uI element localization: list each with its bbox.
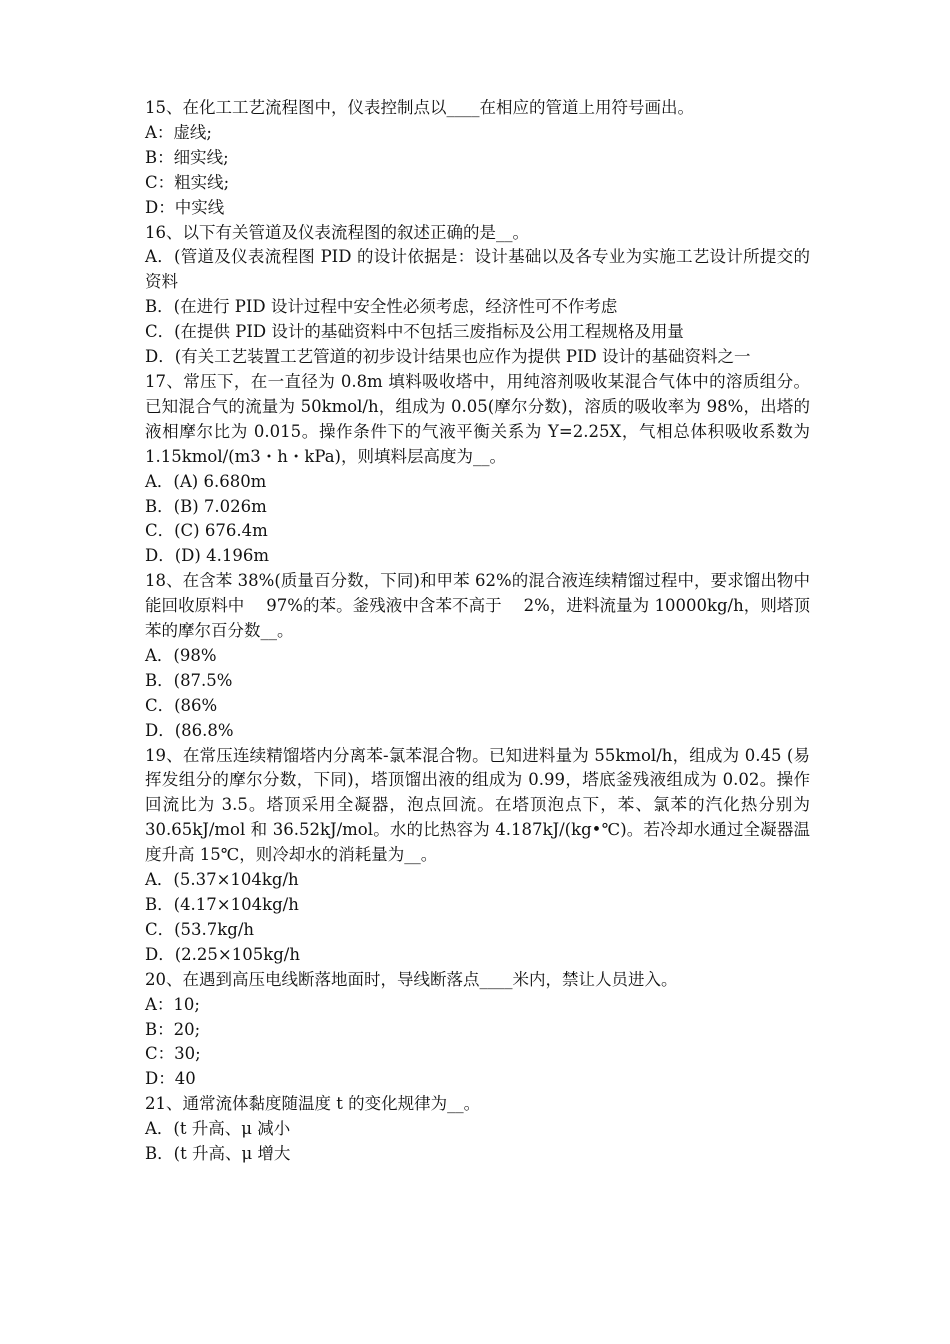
option-a: A．(98% [145,645,217,665]
option-b: B．(B) 7.026m [145,496,267,516]
question-17 [145,370,810,569]
question-21 [145,1092,810,1167]
option-b: B．(87.5% [145,670,233,690]
option-d: D：中实线 [145,197,225,217]
option-c: C．(86% [145,695,218,715]
option-b: B．(t 升高、μ 增大 [145,1144,291,1164]
option-a: A．(t 升高、μ 减小 [145,1119,291,1139]
option-d: D．(D) 4.196m [145,546,269,566]
question-16 [145,221,810,370]
question-19 [145,744,810,968]
document-page [145,96,810,1167]
option-a: A：虚线; [145,122,212,142]
question-stem: 17、常压下，在一直径为 0.8m 填料吸收塔中，用纯溶剂吸收某混合气体中的溶质组分。已知混合气的流量为 50kmol/h，组成为 0.05(摩尔分数)，溶质的吸收率为 98%，出塔的液相摩尔比为 0.015。操作条件下的气液平衡关系为 Y=2.25X，气相总体积吸收系数为 1.15kmol/(m3・h・kPa)，则填料层高度为__。 [145,371,810,466]
question-stem: 21、通常流体黏度随温度 t 的变化规律为__。 [145,1094,481,1114]
question-20 [145,968,810,1093]
option-a: A．(A) 6.680m [145,471,267,491]
option-c: C：粗实线; [145,172,230,192]
option-a: A：10; [145,994,200,1014]
question-stem: 19、在常压连续精馏塔内分离苯-氯苯混合物。已知进料量为 55kmol/h，组成为 0.45 (易挥发组分的摩尔分数，下同)，塔顶馏出液的组成为 0.99，塔底釜残液组成为 0.02。操作回流比为 3.5。塔顶采用全凝器，泡点回流。在塔顶泡点下，苯、氯苯的汽化热分别为 30.65kJ/mol 和 36.52kJ/mol。水的比热容为 4.187kJ/(kg•℃)。若冷却水通过全凝器温度升高 15℃，则冷却水的消耗量为__。 [145,745,810,865]
option-d: D：40 [145,1069,196,1089]
option-c: C．(在提供 PID 设计的基础资料中不包括三废指标及公用工程规格及用量 [145,322,684,342]
option-c: C：30; [145,1044,201,1064]
question-18 [145,569,810,743]
option-d: D．(2.25×105kg/h [145,944,300,964]
option-c: C．(53.7kg/h [145,919,255,939]
question-stem: 18、在含苯 38%(质量百分数，下同)和甲苯 62%的混合液连续精馏过程中，要求馏出物中能回收原料中 97%的苯。釜残液中含苯不高于 2%，进料流量为 10000kg/h，则塔顶苯的摩尔百分数__。 [145,571,810,641]
option-b: B．(4.17×104kg/h [145,895,299,914]
option-d: D．(86.8% [145,720,234,740]
option-a: A．(5.37×104kg/h [145,870,299,890]
option-c: C．(C) 676.4m [145,521,268,541]
option-d: D．(有关工艺装置工艺管道的初步设计结果也应作为提供 PID 设计的基础资料之一 [145,347,751,367]
question-stem: 15、在化工工艺流程图中，仪表控制点以____在相应的管道上用符号画出。 [145,98,694,117]
option-b: B：细实线; [145,147,229,167]
question-stem: 20、在遇到高压电线断落地面时，导线断落点____米内，禁让人员进入。 [145,969,678,989]
question-15 [145,96,810,221]
option-a: A．(管道及仪表流程图 PID 的设计依据是：设计基础以及各专业为实施工艺设计所提交的资料 [145,247,810,292]
option-b: B．(在进行 PID 设计过程中安全性必须考虑，经济性可不作考虑 [145,297,618,317]
question-stem: 16、以下有关管道及仪表流程图的叙述正确的是__。 [145,222,529,242]
option-b: B：20; [145,1019,201,1039]
